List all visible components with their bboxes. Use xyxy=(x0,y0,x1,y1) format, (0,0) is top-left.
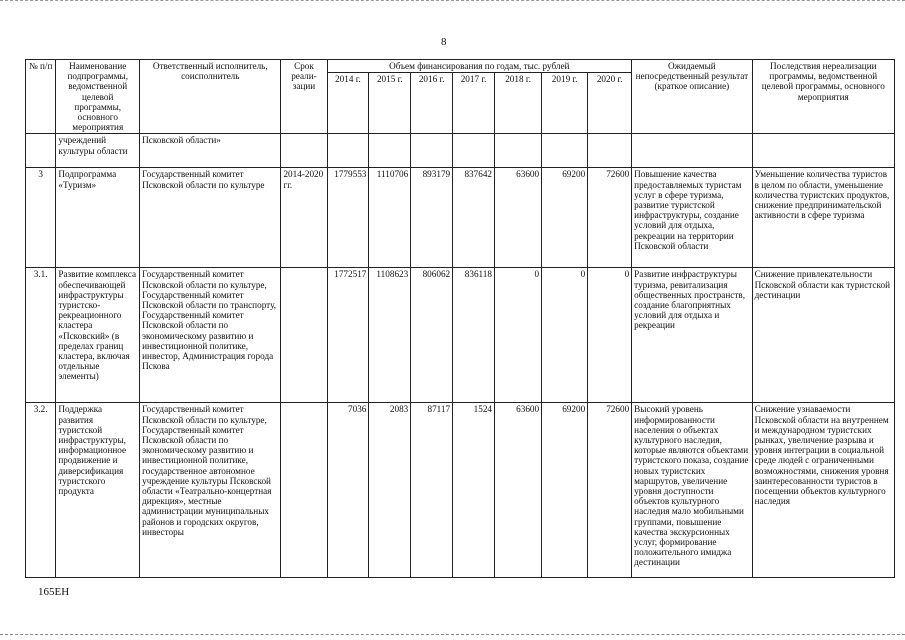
header-row-group xyxy=(26,60,895,73)
header-expected: Ожидаемый непосредственный результат (краткое описание) xyxy=(632,60,752,134)
table-row xyxy=(26,403,895,578)
row-executor: Государственный комитет Псковской области по культуре, Государственный комитет Псковской области по экономическому развитию и инвестиционной политике, государственное автономное учреждение культуры Псковской области «Театрально-концертная дирекция», местные администрации муниципальных районов и городских округов, инвесторы xyxy=(140,403,281,578)
page-number: 8 xyxy=(441,36,447,48)
row-value: 837642 xyxy=(453,168,495,268)
row-expected: Развитие инфраструктуры туризма, ревитализация общественных пространств, создание благоприятных условий для отдыха и рекреации xyxy=(632,268,752,403)
row-value: 72600 xyxy=(588,168,632,268)
row-name: Развитие комплекса обеспечивающей инфраструктуры туристско-рекреационного кластера «Псковский» (в пределах границ кластера, включая отдельные элементы) xyxy=(56,268,140,403)
row-value: 1524 xyxy=(453,403,495,578)
row-value: 0 xyxy=(542,268,588,403)
row-name: учреждений культуры области xyxy=(56,134,140,168)
row-value: 1772517 xyxy=(327,268,369,403)
table-row xyxy=(26,134,895,168)
row-value: 7036 xyxy=(327,403,369,578)
row-consequences: Уменьшение количества туристов в целом по области, уменьшение количества туристских продуктов, снижение предпринимательской активности в сфере туризма xyxy=(752,168,894,268)
table-row xyxy=(26,168,895,268)
row-name: Подпрограмма «Туризм» xyxy=(56,168,140,268)
row-num: 3.1. xyxy=(26,268,56,403)
row-value: 1779553 xyxy=(327,168,369,268)
header-year: 2015 г. xyxy=(369,73,411,134)
row-consequences xyxy=(752,134,894,168)
row-term xyxy=(281,134,327,168)
header-num: № п/п xyxy=(26,60,56,134)
row-value xyxy=(542,134,588,168)
header-year: 2016 г. xyxy=(411,73,453,134)
row-value xyxy=(495,134,542,168)
header-year: 2017 г. xyxy=(453,73,495,134)
header-year: 2020 г. xyxy=(588,73,632,134)
row-consequences: Снижение привлекательности Псковской области как туристской дестинации xyxy=(752,268,894,403)
row-value: 1108623 xyxy=(369,268,411,403)
row-value xyxy=(588,134,632,168)
header-funding-group: Объем финансирования по годам, тыс. рублей xyxy=(327,60,632,73)
row-value: 63600 xyxy=(495,168,542,268)
row-value: 0 xyxy=(495,268,542,403)
row-value: 72600 xyxy=(588,403,632,578)
table-row xyxy=(26,268,895,403)
row-executor: Псковской области» xyxy=(140,134,281,168)
row-executor: Государственный комитет Псковской области по культуре, Государственный комитет Псковской области по транспорту, Государственный комитет Псковской области по экономическому развитию и инвестиционной политике, инвестор, Администрация города Пскова xyxy=(140,268,281,403)
row-term xyxy=(281,403,327,578)
header-year: 2014 г. xyxy=(327,73,369,134)
row-consequences: Снижение узнаваемости Псковской области на внутреннем и международном туристских рынках, увеличение разрыва и уровня интеграции в социальной среде людей с ограниченными возможностями, снижения уровня заинтересованности туристов в посещении объектов культурного наследия xyxy=(752,403,894,578)
header-year: 2018 г. xyxy=(495,73,542,134)
header-year: 2019 г. xyxy=(542,73,588,134)
row-value: 1110706 xyxy=(369,168,411,268)
row-num xyxy=(26,134,56,168)
row-value: 836118 xyxy=(453,268,495,403)
row-value xyxy=(327,134,369,168)
row-value: 806062 xyxy=(411,268,453,403)
row-value: 2083 xyxy=(369,403,411,578)
row-num: 3.2. xyxy=(26,403,56,578)
row-name: Поддержка развития туристской инфраструктуры, информационное продвижение и диверсификация туристского продукта xyxy=(56,403,140,578)
row-value: 0 xyxy=(588,268,632,403)
scan-edge-top xyxy=(0,0,905,7)
header-name: Наименование подпрограммы, ведомственной целевой программы, основного мероприятия xyxy=(56,60,140,134)
row-value: 87117 xyxy=(411,403,453,578)
row-value: 69200 xyxy=(542,168,588,268)
footer-code: 165ЕН xyxy=(38,586,70,598)
row-term: 2014-2020 гг. xyxy=(281,168,327,268)
row-value xyxy=(453,134,495,168)
row-executor: Государственный комитет Псковской области по культуре xyxy=(140,168,281,268)
row-term xyxy=(281,268,327,403)
row-value xyxy=(369,134,411,168)
row-value: 63600 xyxy=(495,403,542,578)
row-expected: Высокий уровень информированности населения о объектах культурного наследия, которые являются объектами туристского показа, создание новых туристских маршрутов, увеличение уровня доступности объектов культурного наследия мало мобильными группами, повышение качества экскурсионных услуг, формирование положительного имиджа дестинации xyxy=(632,403,752,578)
funding-table xyxy=(25,59,895,578)
row-num: 3 xyxy=(26,168,56,268)
scan-edge-bottom xyxy=(0,634,905,639)
header-term: Срок реали-зации xyxy=(281,60,327,134)
header-consequences: Последствия нереализации программы, ведомственной целевой программы, основного мероприятия xyxy=(752,60,894,134)
row-value: 69200 xyxy=(542,403,588,578)
header-executor: Ответственный исполнитель, соисполнитель xyxy=(140,60,281,134)
row-value xyxy=(411,134,453,168)
row-value: 893179 xyxy=(411,168,453,268)
row-expected xyxy=(632,134,752,168)
row-expected: Повышение качества предоставляемых туристам услуг в сфере туризма, развитие туристской инфраструктуры, создание условий для отдыха, рекреации на территории Псковской области xyxy=(632,168,752,268)
